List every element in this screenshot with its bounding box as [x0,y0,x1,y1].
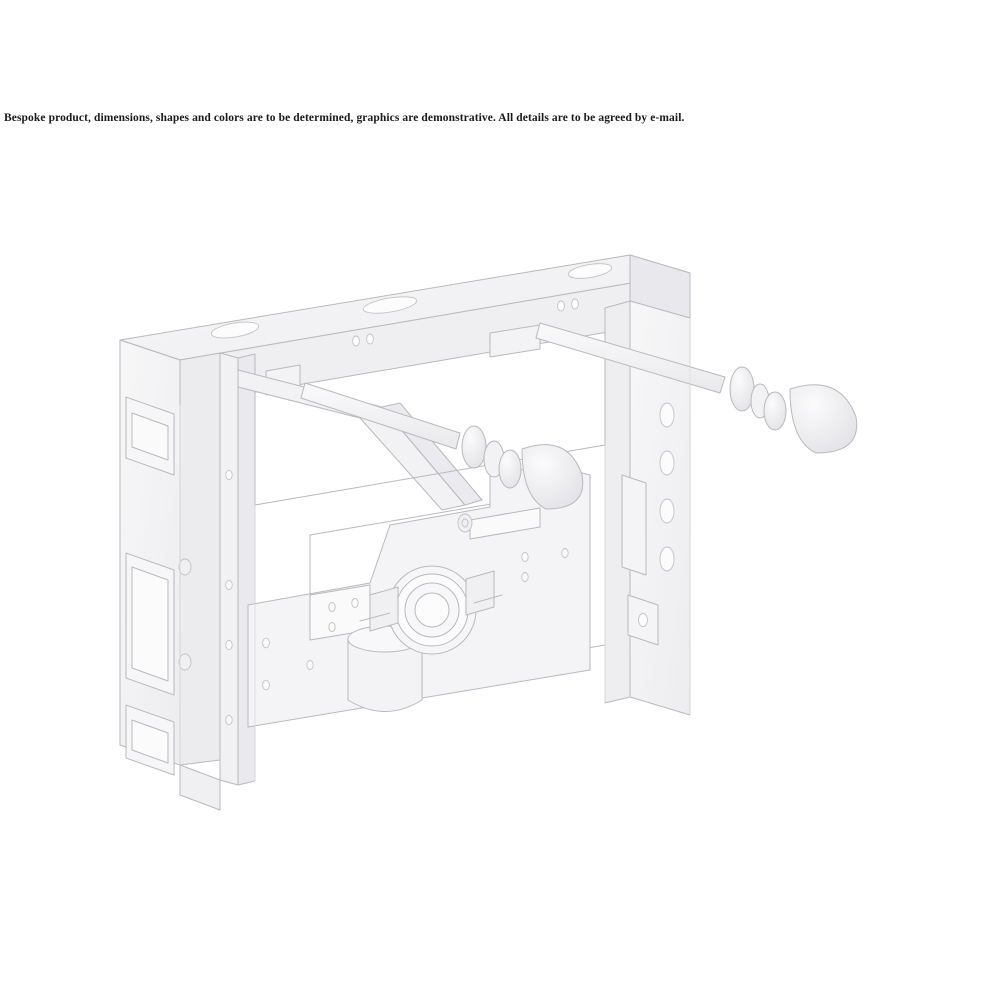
wc-frame-drawing-svg [70,175,950,825]
product-illustration [70,175,950,825]
threaded-rod-right [536,323,857,453]
adjustable-foot-left [180,765,220,810]
left-vertical-post [120,340,220,775]
disclaimer-text: Bespoke product, dimensions, shapes and colors are to be determined, graphics are demonstrative. All details are to be agreed by e-mail. [4,112,685,124]
